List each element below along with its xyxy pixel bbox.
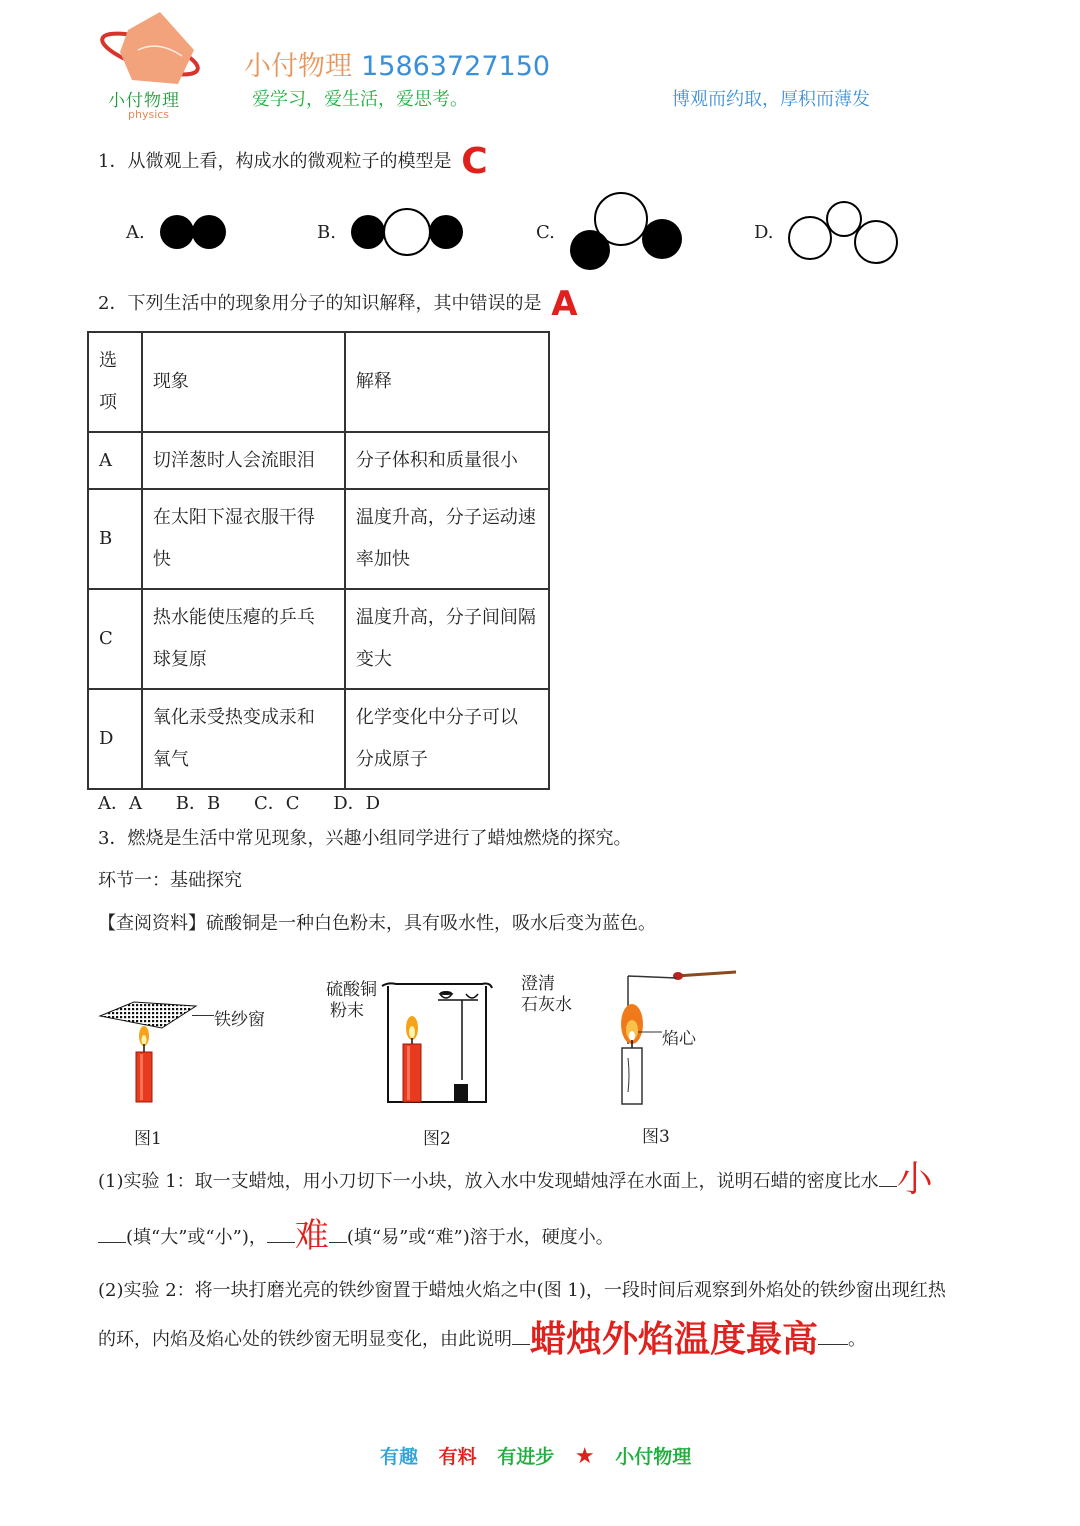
row-explanation: 化学变化中分子可以 分成原子 (345, 689, 549, 789)
part1-answer-a: 小 (896, 1159, 933, 1200)
part1-text-b: (填“大”或“小”)， (126, 1227, 267, 1248)
row-option: A (88, 432, 142, 489)
row-explanation: 温度升高，分子间间隔 变大 (345, 589, 549, 689)
table-header-option: 选 项 (88, 332, 142, 432)
part2-end: 。 (848, 1329, 867, 1350)
q1-model-a-icon (158, 212, 230, 252)
fig1-candle-mesh-icon (96, 996, 216, 1108)
q3-part2-line1: (2)实验 2：将一块打磨光亮的铁纱窗置于蜡烛火焰之中(图 1)，一段时间后观察到外焰处的铁纱窗出现红热 (98, 1280, 946, 1301)
row-phenomenon: 切洋葱时人会流眼泪 (142, 432, 345, 489)
row-option: B (88, 489, 142, 589)
footer-slogan (380, 1442, 691, 1469)
q1-option-d-label: D. (754, 222, 774, 243)
q1-answer: C (461, 141, 488, 182)
row-option: D (88, 689, 142, 789)
part2-answer: 蜡烛外焰温度最高 (530, 1319, 819, 1360)
q1-stem (98, 141, 488, 182)
q2-stem (98, 284, 578, 324)
fig3-annotation: 焰心 (662, 1029, 696, 1049)
logo (98, 10, 208, 122)
q2-stem-text: 2．下列生活中的现象用分子的知识解释，其中错误的是 (98, 293, 542, 314)
part2-text-b: 的环，内焰及焰心处的铁纱窗无明显变化，由此说明 (98, 1329, 512, 1350)
part1-answer-b: 难 (294, 1216, 329, 1256)
fig2-annotation-right: 澄清 石灰水 (521, 974, 572, 1015)
logo-subtext: physics (128, 108, 170, 121)
footer-word-4: 小付物理 (615, 1446, 692, 1468)
table-row (88, 689, 549, 789)
part1-text-a: (1)实验 1：取一支蜡烛，用小刀切下一小块，放入水中发现蜡烛浮在水面上，说明石蜡的密度比水 (98, 1171, 879, 1192)
row-phenomenon: 在太阳下湿衣服干得 快 (142, 489, 345, 589)
row-explanation: 分子体积和质量很小 (345, 432, 549, 489)
q1-model-c-icon (566, 190, 688, 274)
q2-choices (98, 792, 380, 816)
table-row (88, 432, 549, 489)
q3-part1-line1 (98, 1159, 933, 1200)
fig2-label: 图2 (423, 1129, 451, 1149)
star-icon: ★ (574, 1444, 595, 1469)
q1-option-a-label: A. (126, 222, 145, 243)
fig1-leader-line (192, 1015, 214, 1016)
q3-part1-line2 (98, 1216, 614, 1256)
fig2-beaker-candle-icon (378, 980, 494, 1108)
footer-word-2: 有料 (438, 1446, 477, 1468)
q1-stem-text: 1．从微观上看，构成水的微观粒子的模型是 (98, 151, 452, 172)
q1-model-d-icon (786, 198, 902, 268)
brand-line (244, 44, 550, 83)
row-phenomenon: 氧化汞受热变成汞和 氧气 (142, 689, 345, 789)
fig1-label: 图1 (134, 1129, 162, 1149)
fig3-label: 图3 (642, 1127, 670, 1147)
choice-a: A．A (98, 793, 142, 814)
slogan-left: 爱学习，爱生活，爱思考。 (252, 89, 468, 110)
q1-option-b-label: B. (317, 222, 336, 243)
row-explanation: 温度升高，分子运动速 率加快 (345, 489, 549, 589)
choice-b: B．B (175, 793, 221, 814)
q1-model-b-icon (347, 206, 467, 258)
footer-word-3: 有进步 (497, 1446, 555, 1468)
q3-part2-line2 (98, 1319, 867, 1360)
table-row (88, 489, 549, 589)
part1-text-c: (填“易”或“难”)溶于水，硬度小。 (346, 1227, 614, 1248)
q3-stem: 3．燃烧是生活中常见现象，兴趣小组同学进行了蜡烛燃烧的探究。 (98, 828, 632, 849)
q2-table (87, 331, 550, 790)
row-phenomenon: 热水能使压瘪的乒乓 球复原 (142, 589, 345, 689)
row-option: C (88, 589, 142, 689)
q3-section: 环节一：基础探究 (98, 870, 242, 891)
table-row (88, 589, 549, 689)
table-header-phenomenon: 现象 (142, 332, 345, 432)
footer-word-1: 有趣 (380, 1446, 419, 1468)
table-header-explanation: 解释 (345, 332, 549, 432)
logo-text: 小付物理 (108, 91, 180, 111)
fig1-annotation: 铁纱窗 (214, 1010, 265, 1030)
phone-number: 15863727150 (361, 51, 551, 82)
q3-info: 【查阅资料】硫酸铜是一种白色粉末，具有吸水性，吸水后变为蓝色。 (98, 913, 656, 934)
choice-c: C．C (253, 793, 300, 814)
q2-answer: A (551, 284, 578, 324)
choice-d: D．D (333, 793, 381, 814)
brand-name: 小付物理 (244, 51, 352, 82)
fig2-annotation-left: 硫酸铜 粉末 (326, 980, 377, 1021)
table-header-row (88, 332, 549, 432)
slogan-right: 博观而约取，厚积而薄发 (672, 89, 870, 110)
q1-option-c-label: C. (536, 222, 555, 243)
